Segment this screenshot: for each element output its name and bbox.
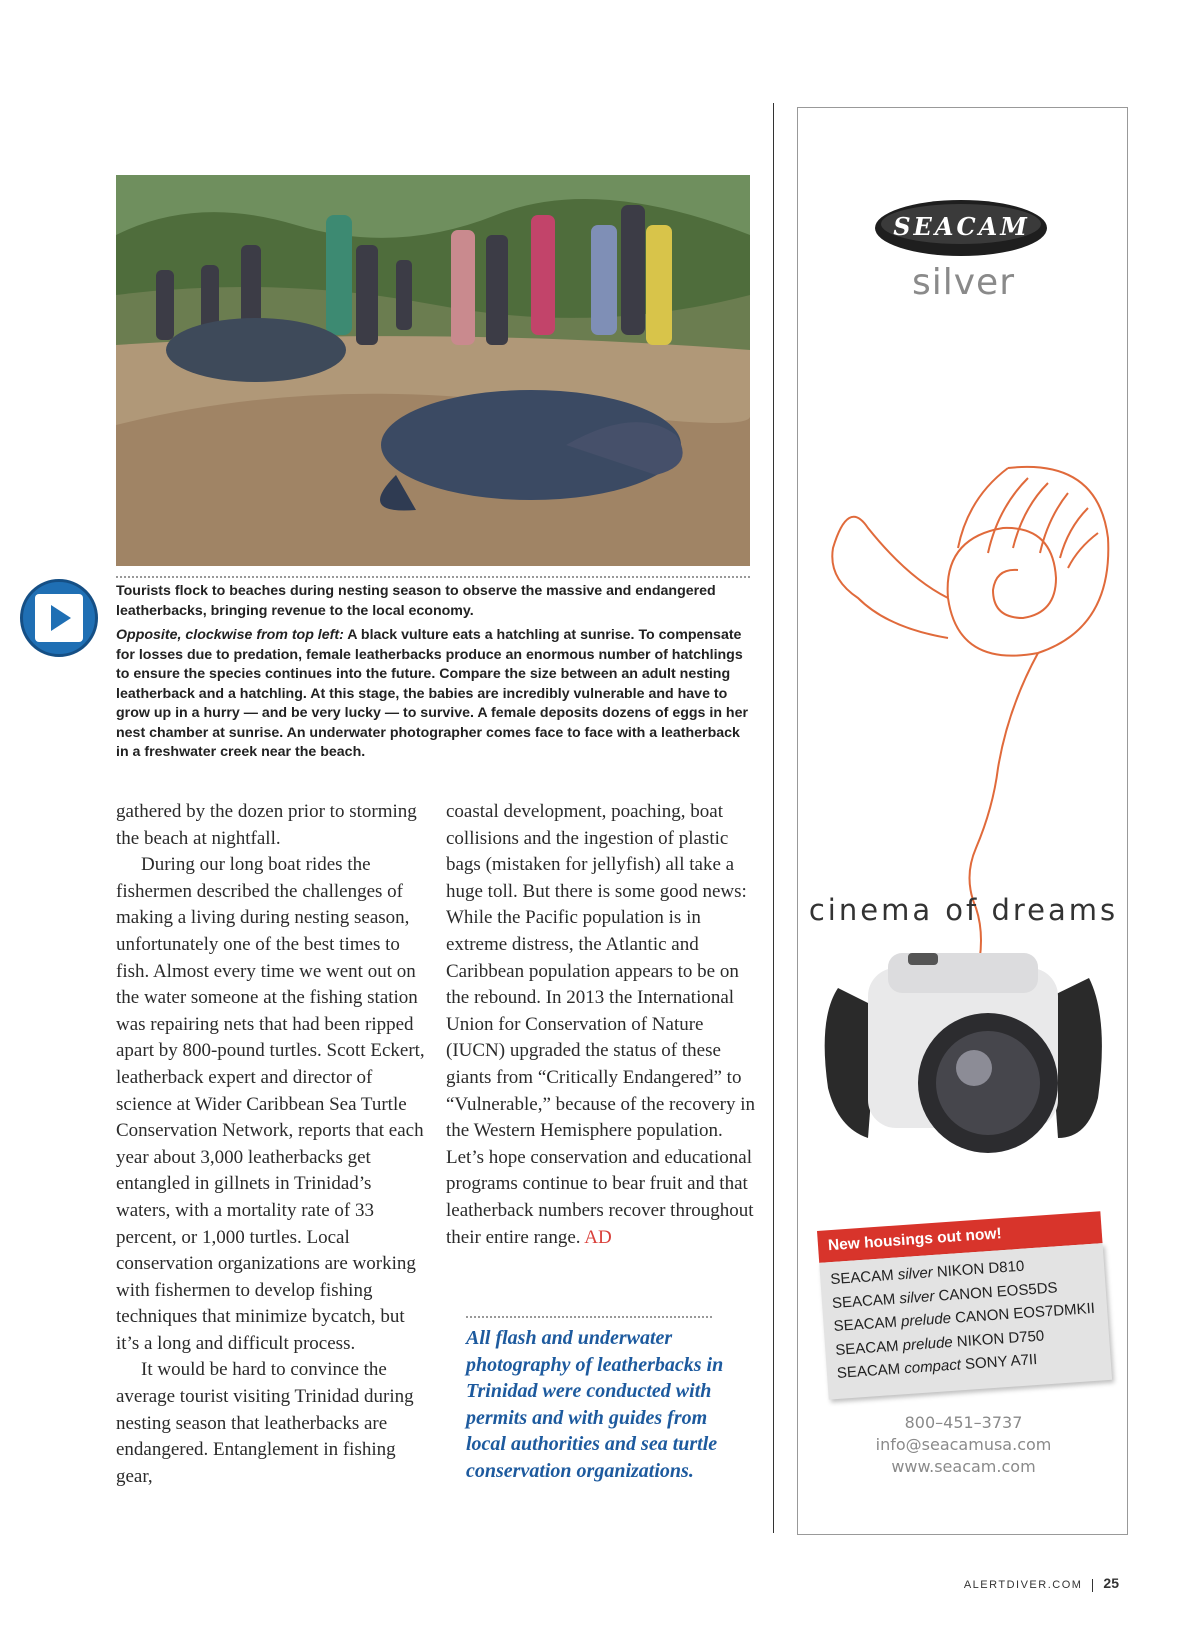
page-footer bbox=[964, 1575, 1119, 1592]
card-heading: New housings out now! bbox=[817, 1211, 1103, 1263]
note-divider bbox=[466, 1316, 712, 1318]
turtle-photo bbox=[116, 175, 750, 566]
ad-silver-label: silver bbox=[911, 262, 1015, 303]
ad-contact bbox=[798, 1412, 1129, 1478]
ad-tagline: cinema of dreams bbox=[808, 893, 1119, 927]
end-mark: AD bbox=[584, 1226, 612, 1248]
seacam-advertisement[interactable] bbox=[797, 107, 1128, 1535]
article-column-1 bbox=[116, 799, 426, 1490]
footer-separator bbox=[1092, 1579, 1093, 1592]
page-number: 25 bbox=[1103, 1575, 1119, 1591]
video-play-icon[interactable] bbox=[20, 579, 98, 657]
paragraph: During our long boat rides the fishermen described the challenges of making a living during nesting season, unfortunately one of the best times to fish. Almost every time we went out on the water someone at the fishing station was repairing nets that had been ripped apart by 800-pound turtles. Scott Eckert, leatherback expert and director of science at Wider Caribbean Sea Turtle Conservation Network, reports that each year about 3,000 leatherbacks get entangled in gillnets in Trinidad’s waters, with a mortality rate of 33 percent, or 1,000 turtles. Local conservation organizations are working with fishermen to develop fishing techniques that minimize bycatch, but it’s a long and difficult process. bbox=[116, 854, 425, 1354]
ad-email[interactable]: info@seacamusa.com bbox=[875, 1435, 1052, 1454]
caption-lead: Opposite, clockwise from top left: bbox=[116, 627, 344, 643]
photography-note: All flash and underwater photography of leatherbacks in Trinidad were conducted with permits and with guides from local authorities and sea turtle conservation organizations. bbox=[466, 1327, 724, 1482]
photo-illustration bbox=[116, 175, 750, 566]
caption-text: A black vulture eats a hatchling at sunrise. To compensate for losses due to predation, female leatherbacks produce an enormous number of hatchlings to ensure the species continues into the future. Compare the size between an adult nesting leatherback and a hatchling. At this stage, the babies are incredibly vulnerable and have to grow up in a hurry — and be very lucky — to survive. A female deposits dozens of eggs in her nest chamber at sunrise. An underwater photographer comes face to face with a leatherback in a freshwater creek near the beach. bbox=[116, 627, 749, 760]
paragraph: coastal development, poaching, boat collisions and the ingestion of plastic bags (mistaken for jellyfish) all take a huge toll. But there is some good news: While the Pacific population is in extreme distress, the Atlantic and Caribbean population appears to be on the rebound. In 2013 the International Union for Conservation of Nature (IUCN) upgraded the status of these giants from “Critically Endangered” to “Vulnerable,” because of the recovery in the Western Hemisphere population. Let’s hope conservation and educational programs continue to bear fruit and that leatherback numbers recover throughout their entire range. AD bbox=[446, 801, 756, 1248]
new-housings-card bbox=[817, 1211, 1112, 1396]
logo-text: SEACAM bbox=[893, 212, 1030, 241]
column-divider bbox=[773, 103, 774, 1533]
article-column-2 bbox=[446, 799, 756, 1251]
photo-caption bbox=[116, 582, 752, 768]
caption-divider bbox=[116, 576, 750, 578]
paragraph: It would be hard to convince the average tourist visiting Trinidad during nesting season that leatherbacks are endangered. Entanglement in fishing gear, bbox=[116, 1359, 414, 1487]
product-item: SEACAM silver CANON EOS5DS bbox=[831, 1278, 1059, 1312]
product-item: SEACAM prelude NIKON D750 bbox=[834, 1326, 1045, 1359]
footer-site[interactable]: ALERTDIVER.COM bbox=[963, 1579, 1083, 1591]
caption-secondary bbox=[116, 626, 752, 763]
ad-website[interactable]: www.seacam.com bbox=[891, 1457, 1036, 1476]
caption-main: Tourists flock to beaches during nesting season to observe the massive and endangered leatherbacks, bringing revenue to the local economy. bbox=[116, 583, 716, 619]
ad-phone[interactable]: 800–451–3737 bbox=[904, 1413, 1023, 1432]
product-list bbox=[819, 1243, 1112, 1399]
paragraph: gathered by the dozen prior to storming the beach at nightfall. bbox=[116, 801, 417, 849]
product-item: SEACAM compact SONY A7II bbox=[836, 1350, 1038, 1382]
seacam-logo bbox=[874, 200, 1049, 258]
product-item: SEACAM silver NIKON D810 bbox=[829, 1257, 1025, 1289]
product-item: SEACAM prelude CANON EOS7DMKII bbox=[833, 1299, 1096, 1336]
